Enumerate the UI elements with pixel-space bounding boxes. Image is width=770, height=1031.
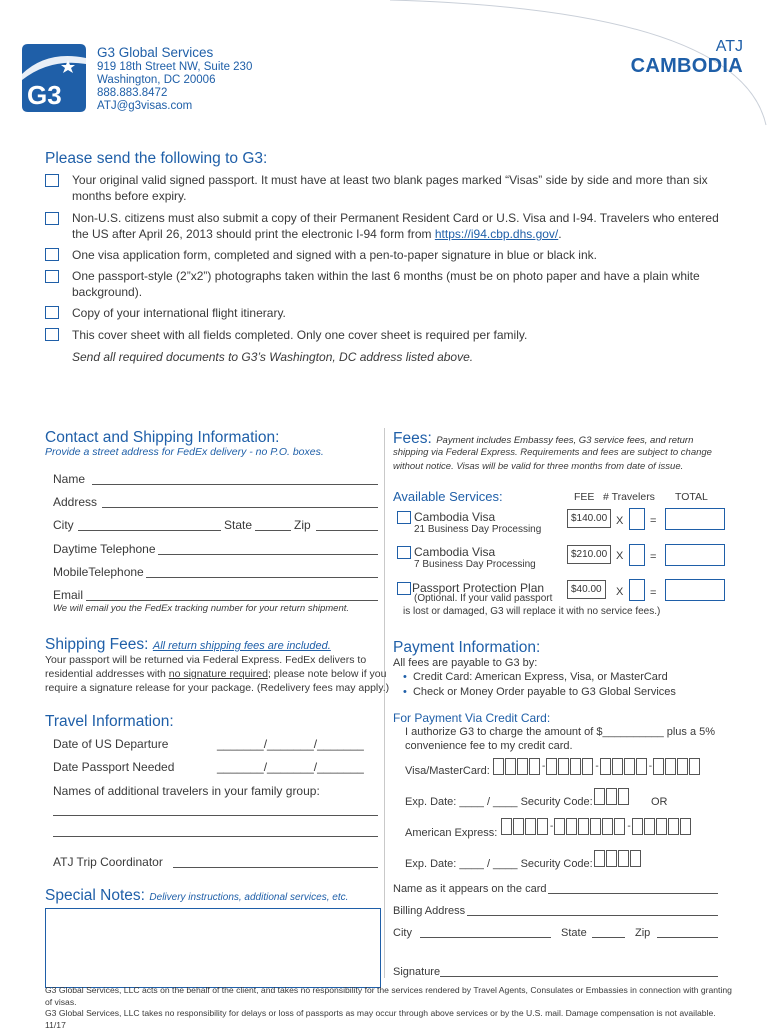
footer-disclaimer [45,985,735,1031]
billing-city-label: City [393,927,412,939]
service-detail-3: (Optional. If your valid passport [414,593,553,604]
service-price-1: $140.00 [567,509,611,528]
equals-sign-2: = [650,551,657,563]
bullet-icon: • [403,671,407,683]
requirements-heading: Please send the following to G3: [45,150,268,167]
fees-heading-row [393,430,693,448]
i94-link[interactable]: https://i94.cbp.dhs.gov/ [434,227,559,241]
billing-zip-field[interactable] [657,937,718,938]
name-on-card-field[interactable] [548,893,718,894]
payment-method-2: • Check or Money Order payable to G3 Global Services [403,686,676,698]
service-checkbox-3[interactable] [397,582,411,595]
additional-travelers-field-1[interactable] [53,815,378,816]
travelers-count-2[interactable] [629,544,645,566]
travelers-column-header: # Travelers [603,491,655,503]
visa-security-code-field[interactable] [594,788,630,805]
equals-sign-3: = [650,587,657,599]
amex-number-field[interactable]: - - [501,818,692,835]
company-name: G3 Global Services [97,45,214,60]
mobile-phone-field[interactable] [146,577,378,578]
shipping-text-line3: require a signature release for your package. (Redelivery fees may apply.) [45,682,390,694]
payable-text: All fees are payable to G3 by: [393,657,538,669]
travelers-count-1[interactable] [629,508,645,530]
zip-label: Zip [294,518,311,532]
address-label: Address [53,495,98,509]
fees-note-line3: without notice. Visas will be valid for three months from date of issue. [393,461,684,472]
service-checkbox-1[interactable] [397,511,411,524]
city-field[interactable] [78,530,221,531]
shipping-text-line1: Your passport will be returned via Federal Express. FedEx delivers to [45,654,367,666]
authorize-line2: convenience fee to my credit card. [405,740,573,752]
city-label: City [53,518,74,532]
billing-zip-label: Zip [635,927,651,939]
requirement-item-6: This cover sheet with all fields completed. Only one cover sheet is required per family. [72,328,528,342]
visa-mc-label: Visa/MasterCard: [405,765,490,777]
authorize-line1: I authorize G3 to charge the amount of $__________ plus a 5% [405,726,716,738]
notes-heading-row [45,887,348,905]
payment-heading: Payment Information: [393,639,541,656]
amex-label: American Express: [405,827,498,839]
fee-column-header: FEE [574,491,595,503]
requirement-checkbox-4[interactable] [45,270,59,283]
requirement-checkbox-6[interactable] [45,328,59,341]
times-sign-2: X [616,550,624,562]
additional-travelers-field-2[interactable] [53,836,378,837]
shipping-heading: Shipping Fees: [45,636,149,653]
shipping-heading-note: All return shipping fees are included. [152,640,331,652]
name-label: Name [53,472,86,486]
company-email[interactable]: ATJ@g3visas.com [97,100,193,112]
available-services-heading: Available Services: [393,489,503,504]
requirement-checkbox-3[interactable] [45,248,59,261]
additional-travelers-label: Names of additional travelers in your family group: [53,784,320,798]
address-field[interactable] [102,507,378,508]
times-sign-3: X [616,586,624,598]
company-address-line2: Washington, DC 20006 [97,74,216,86]
email-label: Email [53,588,84,602]
email-field[interactable] [86,600,378,601]
amex-exp-security-label: Exp. Date: ____ / ____ Security Code: [405,858,593,870]
g3-logo [22,44,86,112]
service-detail-1: 21 Business Day Processing [414,524,542,535]
requirement-item-4: One passport-style (2”x2”) photographs taken within the last 6 months (must be on photo paper and have a plain white background). [72,269,700,299]
signature-field[interactable] [440,976,718,977]
daytime-phone-label: Daytime Telephone [53,542,156,556]
service-total-1[interactable] [665,508,725,530]
coordinator-field[interactable] [173,867,378,868]
contact-subheading: Provide a street address for FedEx delivery - no P.O. boxes. [45,446,324,458]
service-total-3[interactable] [665,579,725,601]
ppp-note: is lost or damaged, G3 will replace it with no service fees.) [403,606,661,617]
visa-mc-number-field[interactable]: - - - [493,758,701,775]
footer-line1: G3 Global Services, LLC acts on the behalf of the client, and takes no responsibility for the services rendered by Travel Agents, Consulates or Embassies in connection with granting of visas. [45,985,732,1007]
footer-line2: G3 Global Services, LLC takes no responsibility for delays or loss of passports as may occur through above services or by the U.S. mail. Damage compensation is not available. 11/17 [45,1008,716,1030]
times-sign-1: X [616,515,624,527]
contact-heading: Contact and Shipping Information: [45,429,280,446]
fees-note-line2: shipping via Federal Express. Requirements and fees are subject to change [393,447,712,458]
state-label: State [224,518,253,532]
notes-heading: Special Notes: [45,887,145,904]
shipping-heading-row [45,636,331,654]
service-name-1: Cambodia Visa [414,510,496,524]
payment-method-1: • Credit Card: American Express, Visa, or MasterCard [403,671,668,683]
billing-state-label: State [561,927,587,939]
passport-needed-label: Date Passport Needed [53,760,175,774]
billing-state-field[interactable] [592,937,625,938]
program-name: ATJ [715,38,743,55]
billing-address-field[interactable] [467,915,718,916]
logo-text: G3 [27,80,62,110]
or-text: OR [651,796,668,808]
email-note: We will email you the FedEx tracking number for your return shipment. [53,603,350,614]
amex-security-code-field[interactable] [594,850,642,867]
bullet-icon: • [403,686,407,698]
service-price-3: $40.00 [567,580,606,599]
service-checkbox-2[interactable] [397,546,411,559]
shipping-text-line2: residential addresses with no signature required; please note below if you [45,668,387,680]
departure-date-label: Date of US Departure [53,737,169,751]
signature-label: Signature [393,966,441,978]
total-column-header: TOTAL [675,491,708,503]
requirement-item-5: Copy of your international flight itinerary. [72,306,286,320]
service-name-2: Cambodia Visa [414,545,496,559]
special-notes-box[interactable] [45,908,381,988]
company-address-line1: 919 18th Street NW, Suite 230 [97,61,253,73]
fees-note-line1: Payment includes Embassy fees, G3 service fees, and return [436,435,694,446]
travelers-count-3[interactable] [629,579,645,601]
requirement-checkbox-5[interactable] [45,306,59,319]
departure-date-field[interactable]: _______/_______/_______ [217,737,364,751]
send-note: Send all required documents to G3’s Washington, DC address listed above. [72,350,474,364]
destination-country: CAMBODIA [630,55,743,77]
billing-city-field[interactable] [420,937,551,938]
name-field[interactable] [92,484,378,485]
requirement-item-3: One visa application form, completed and signed with a pen-to-paper signature in blue or black ink. [72,248,597,262]
credit-card-heading: For Payment Via Credit Card: [393,711,551,725]
coordinator-label: ATJ Trip Coordinator [53,855,163,869]
name-on-card-label: Name as it appears on the card [393,883,547,895]
fees-heading: Fees: [393,430,432,447]
service-price-2: $210.00 [567,545,611,564]
equals-sign-1: = [650,515,657,527]
zip-field[interactable] [316,530,378,531]
billing-address-label: Billing Address [393,905,466,917]
requirement-checkbox-1[interactable] [45,174,59,187]
service-detail-2: 7 Business Day Processing [414,559,536,570]
state-field[interactable] [255,530,291,531]
travel-heading: Travel Information: [45,713,174,730]
notes-subheading: Delivery instructions, additional services, etc. [149,892,349,903]
company-phone: 888.883.8472 [97,87,168,99]
service-name-3: Passport Protection Plan [412,581,545,595]
service-total-2[interactable] [665,544,725,566]
requirement-item-2: Non-U.S. citizens must also submit a copy of their Permanent Resident Card or U.S. Visa and I-94. Travelers who entered the US after April 26, 2013 should print the electronic I-94 form from https://i94.cbp.dhs.gov/. [72,211,719,241]
visa-exp-security-label: Exp. Date: ____ / ____ Security Code: [405,796,593,808]
daytime-phone-field[interactable] [158,554,378,555]
column-divider [384,428,385,978]
requirement-checkbox-2[interactable] [45,212,59,225]
requirement-item-1: Your original valid signed passport. It must have at least two blank pages marked “Visas” side by side and more than six months before expiry. [72,173,708,203]
passport-needed-field[interactable]: _______/_______/_______ [217,760,364,774]
mobile-phone-label: MobileTelephone [53,565,144,579]
